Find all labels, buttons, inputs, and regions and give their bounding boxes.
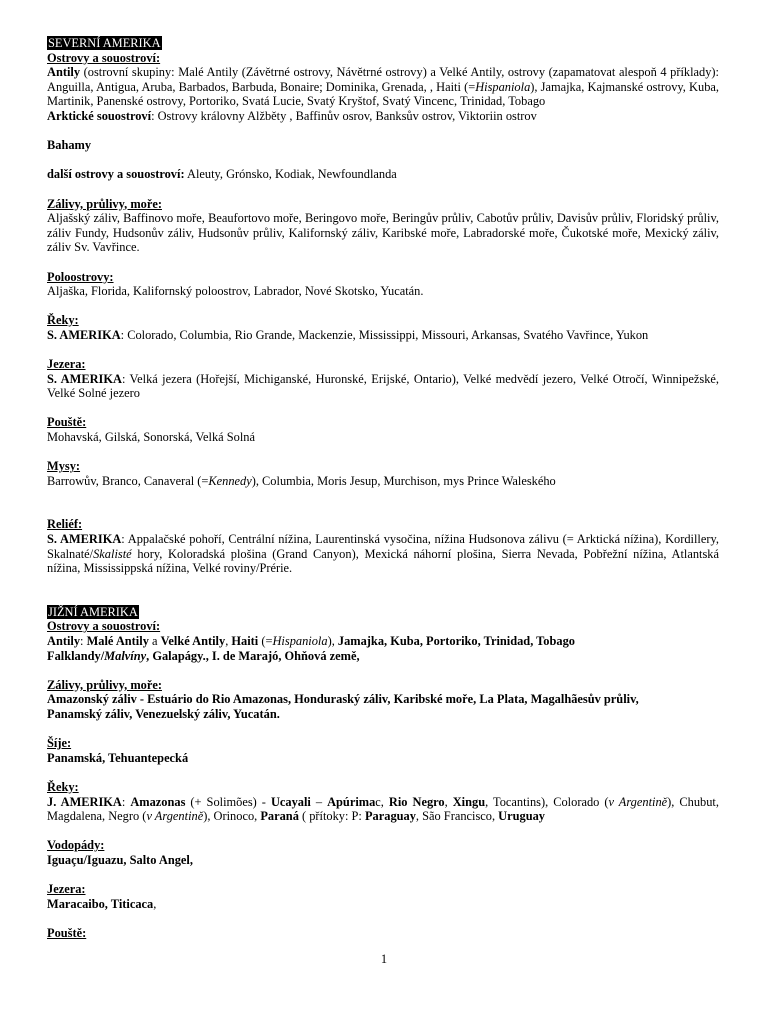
document-content [47,36,719,940]
separator: , [153,896,157,911]
label-antilles: Antily [47,65,81,80]
heading-isthmus: Šíje: [47,736,72,751]
section-header-north: SEVERNÍ AMERIKA [48,36,161,50]
text-hispaniola-south: Hispaniola [272,633,328,648]
paragraph-lakes-north [47,372,719,401]
heading-gulfs-south: Zálivy, průlivy, moře: [47,677,162,692]
text-great-antilles: Velké Antily [160,633,226,648]
text-lakes-south: Maracaibo, Titicaca [47,896,154,911]
label-rivers-north: S. AMERIKA [47,327,121,342]
paragraph-rivers-north [47,328,719,343]
heading-islands-north: Ostrovy a souostroví: [47,50,161,65]
separator: , Tocantins), Colorado ( [485,794,609,809]
separator: , [225,633,232,648]
text-paraguay: Paraguay [364,809,416,824]
text-argentina-1: v Argentině [608,794,668,809]
paragraph-relief [47,532,719,576]
heading-islands-south: Ostrovy a souostroví: [47,619,161,634]
paragraph-deserts-north: Mohavská, Gilská, Sonorská, Velká Solná [47,430,255,445]
text-relief: : Appalačské pohoří, Centrální nížina, Laurentinská vysočina, nížina Hudsonova zálivu (= Arktická nížina), Kordillery, Skalnaté/ [47,532,719,561]
heading-rivers-south: Řeky: [47,779,79,794]
separator: c, [375,794,389,809]
paragraph-antilles-south [47,634,719,649]
text-relief-rest: hory, Koloradská plošina (Grand Canyon), Mexická náhorní plošina, Sierra Nevada, Pobřežní nížina, Atlantská nížina, Mississippská nížina, Velké roviny/Prérie. [47,546,719,576]
north-america-section [47,36,719,576]
heading-lakes-north: Jezera: [47,357,86,372]
paragraph-gulfs-south-2: Panamský záliv, Venezuelský záliv, Yucatán. [47,706,280,721]
separator: ), Orinoco, [203,809,261,824]
paragraph-gulfs-north: Aljašský záliv, Baffinovo moře, Beaufortovo moře, Beringovo moře, Beringův průliv, Cabotův průliv, Davisův průliv, Floridský průliv, záliv Fundy, Hudsonův záliv, Hudsonův průliv, Kalifornský záliv, Karibské moře, Labradorské moře, Čukotské moře, Mexický záliv, záliv Sv. Vavřince. [47,211,719,255]
heading-waterfalls: Vodopády: [47,838,105,853]
paragraph-lakes-south [47,897,719,912]
heading-deserts-south: Pouště: [47,925,87,940]
text-other-islands: Aleuty, Grónsko, Kodiak, Newfoundlanda [184,167,397,182]
paragraph-capes [47,474,719,489]
text-capes-rest: ), Columbia, Moris Jesup, Murchison, mys Prince Waleského [251,473,556,488]
text-rio-negro: Rio Negro [388,794,445,809]
separator: ( přítoky: P: [298,809,365,824]
paragraph-arctic [47,109,719,124]
text-hispaniola: Hispaniola [475,79,531,94]
text-apurimac: Apúrima [327,794,376,809]
paragraph-rivers-south [47,795,719,824]
label-lakes-north: S. AMERIKA [47,371,122,386]
page-number: 1 [380,952,388,966]
heading-relief: Reliéf: [47,517,83,532]
text-parana: Paraná [260,809,299,824]
text-argentina-2: v Argentině [146,809,204,824]
label-other-islands: další ostrovy a souostroví: [47,167,185,182]
text-capes: Barrowův, Branco, Canaveral (= [47,473,209,488]
paragraph-isthmus: Panamská, Tehuantepecká [47,750,189,765]
label-antilles-south: Antily [47,633,81,648]
text-skaliste: Skalisté [93,546,132,561]
text-antilles-rest: ), Jamajka, Kajmanské ostrovy, Kuba, Martinik, Panenské ostrovy, Portoriko, Svatá Lucie, Svatý Kryštof, Svatý Vincenc, Trinidad, Tobago [47,79,719,109]
heading-rivers-north: Řeky: [47,313,79,328]
heading-deserts-north: Pouště: [47,415,87,430]
text-xingu: Xingu [452,794,486,809]
heading-peninsulas: Poloostrovy: [47,269,114,284]
separator: : [121,794,131,809]
text-bahamas: Bahamy [47,138,92,153]
section-header-south: JIŽNÍ AMERIKA [48,604,138,619]
text-small-antilles: Malé Antily [86,633,149,648]
text-antilles: (ostrovní skupiny: Malé Antily (Závětrné ostrovy, Návětrné ostrovy) a Velké Antily, ostrovy (zapamatovat alespoň 4 příklady): Anguilla, Antigua, Aruba, Barbados, Barbuda, Bonaire; Dominika, Grenada, , Haiti (= [47,65,719,94]
paragraph-waterfalls: Iguaçu/Iguazu, Salto Angel, [47,852,193,867]
separator: ), [327,633,338,648]
separator: ), Chubut, Magdalena, Negro ( [47,794,719,824]
separator: (= [258,633,273,648]
label-rivers-south: J. AMERIKA [47,794,122,809]
paragraph-peninsulas: Aljaška, Florida, Kalifornský poloostrov, Labrador, Nové Skotsko, Yucatán. [47,284,424,299]
separator: (+ Solimões) - [185,794,271,809]
separator: : [80,633,87,648]
paragraph-other-islands [47,167,719,182]
text-falklands: Falklandy/ [47,648,105,663]
text-ucayali: Ucayali [270,794,311,809]
text-amazonas: Amazonas [130,794,186,809]
label-relief: S. AMERIKA [47,532,122,546]
label-arctic: Arktické souostroví [47,108,152,123]
paragraph-gulfs-south-1: Amazonský záliv - Estuário do Rio Amazonas, Honduraský záliv, Karibské moře, La Plata, Magalhãesův průliv, [47,692,639,707]
paragraph-antilles-north [47,65,719,109]
text-haiti: Haiti [231,633,259,648]
text-arctic: : Ostrovy královny Alžběty , Baffinův osrov, Banksův ostrov, Viktoriin ostrov [151,108,537,123]
south-america-section [47,605,719,941]
text-uruguay: Uruguay [498,809,545,824]
heading-gulfs-north: Zálivy, průlivy, moře: [47,196,162,211]
separator: a [148,633,161,648]
paragraph-falklands [47,649,719,664]
text-lakes-north: : Velká jezera (Hořejší, Michiganské, Huronské, Erijské, Ontario), Velké medvědí jezero, Velké Otročí, Winnipežské, Velké Solné jezero [47,371,719,401]
text-malviny: Malvíny [104,648,147,663]
text-rivers-north: : Colorado, Columbia, Rio Grande, Mackenzie, Mississippi, Missouri, Arkansas, Svatého Vavřince, Yukon [120,327,649,342]
separator: – [310,794,328,809]
separator: , [444,794,453,809]
heading-capes: Mysy: [47,459,81,474]
text-kennedy: Kennedy [208,473,252,488]
separator: , São Francisco, [415,809,499,824]
text-islands-bold: Jamajka, Kuba, Portoriko, Trinidad, Tobago [337,633,575,648]
heading-lakes-south: Jezera: [47,882,86,897]
text-islands-rest: , Galapágy., I. de Marajó, Ohňová země, [146,648,360,663]
